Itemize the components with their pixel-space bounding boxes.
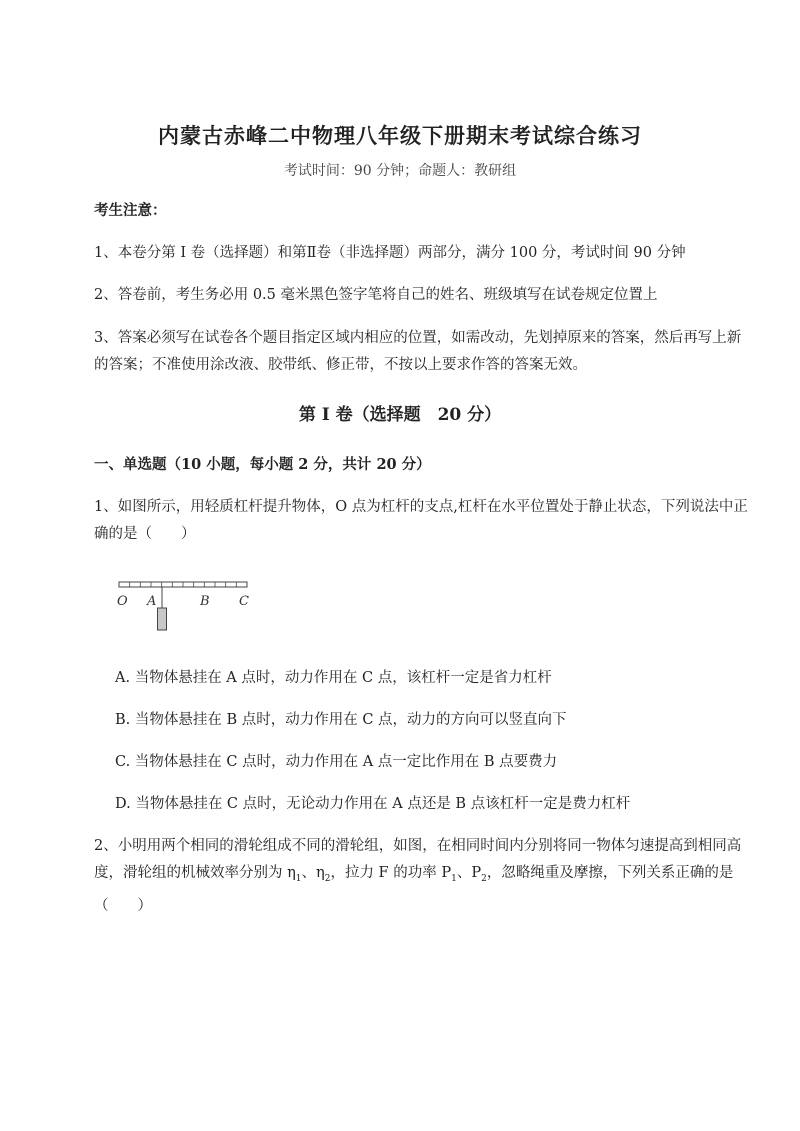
note-item-1: 1、本卷分第 I 卷（选择题）和第Ⅱ卷（非选择题）两部分，满分 100 分，考试时间 90 分钟 xyxy=(94,245,686,261)
lever-figure xyxy=(110,578,260,634)
exam-info: 考试时间：90 分钟；命题人：教研组 xyxy=(283,163,517,179)
part-heading: 一、单选题（10 小题，每小题 2 分，共计 20 分） xyxy=(94,456,431,473)
note-item-2: 2、答卷前，考生务必用 0.5 毫米黑色签字笔将自己的姓名、班级填写在试卷规定位置上 xyxy=(94,287,658,303)
q1-option-d: D. 当物体悬挂在 C 点时，无论动力作用在 A 点还是 B 点该杠杆一定是费力杠杆 xyxy=(115,796,631,812)
notes-heading: 考生注意： xyxy=(94,202,167,219)
lever-bar xyxy=(119,582,247,587)
note-item-3: 3、答案必须写在试卷各个题目指定区域内相应的位置，如需改动，先划掉原来的答案，然后再写上新的答案；不准使用涂改液、胶带纸、修正带，不按以上要求作答的答案无效。 xyxy=(94,330,742,373)
q1-option-c: C. 当物体悬挂在 C 点时，动力作用在 A 点一定比作用在 B 点要费力 xyxy=(115,754,558,770)
label-c: C xyxy=(239,594,249,609)
hanging-weight xyxy=(158,608,167,630)
q1-option-b: B. 当物体悬挂在 B 点时，动力作用在 C 点，动力的方向可以竖直向下 xyxy=(115,712,567,728)
q1-option-a: A. 当物体悬挂在 A 点时，动力作用在 C 点，该杠杆一定是省力杠杆 xyxy=(115,670,552,686)
label-o: O xyxy=(117,594,128,609)
page-title: 内蒙古赤峰二中物理八年级下册期末考试综合练习 xyxy=(158,123,642,148)
section-title: 第 I 卷（选择题 20 分） xyxy=(298,405,502,425)
label-b: B xyxy=(200,594,210,609)
label-a: A xyxy=(147,594,157,609)
question-2-stem: 2、小明用两个相同的滑轮组成不同的滑轮组，如图，在相同时间内分别将同一物体匀速提高到相同高度，滑轮组的机械效率分别为 $\eta_1$、$\eta_2$，拉力 F 的功率 $P_1$、$P_2$，忽略绳重及摩擦，下列关系正确的是（ ） xyxy=(94,838,742,914)
question-1-stem: 1、如图所示，用轻质杠杆提升物体，O 点为杠杆的支点,杠杆在水平位置处于静止状态，下列说法中正确的是（ ） xyxy=(94,499,748,542)
